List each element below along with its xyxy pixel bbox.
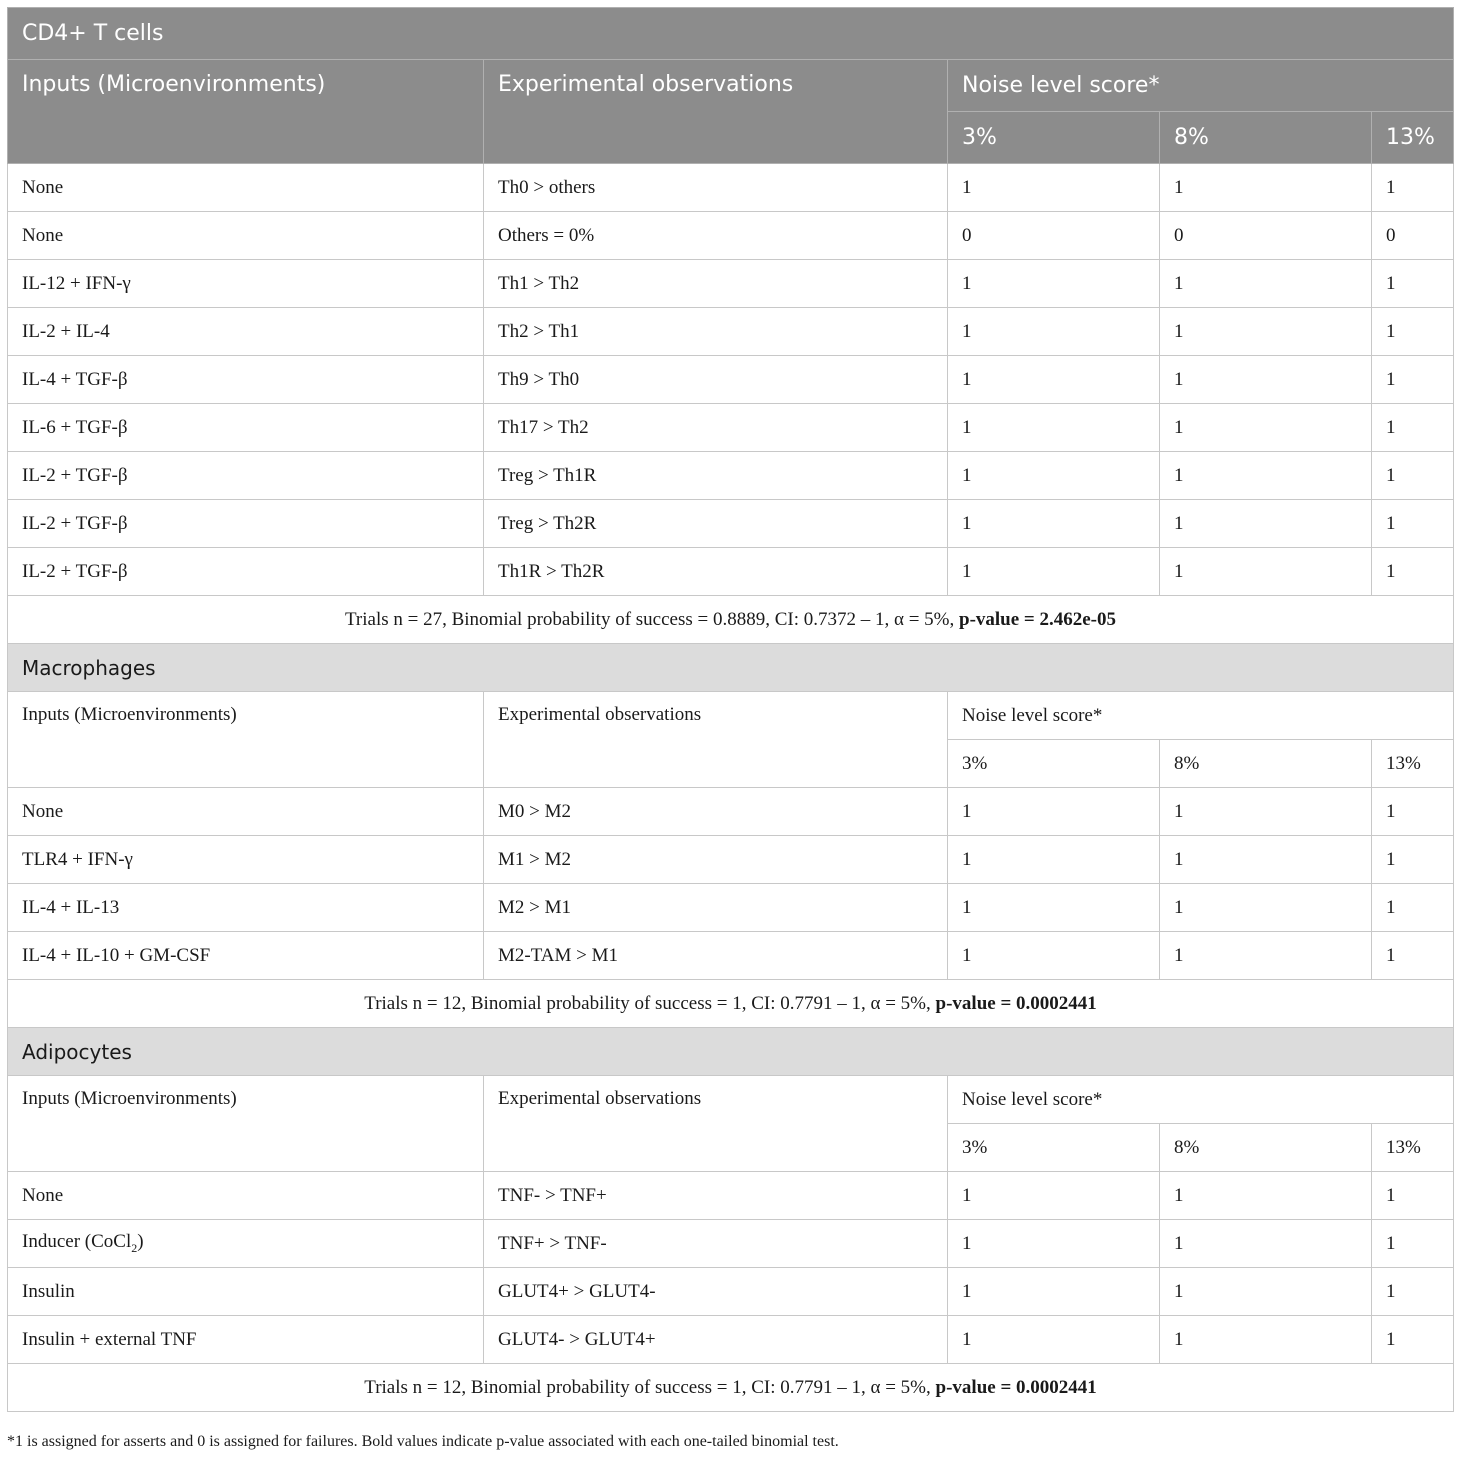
- table-row: [8, 788, 1454, 836]
- cell-score: 1: [1160, 932, 1372, 980]
- cell-score: 1: [948, 452, 1160, 500]
- cell-observation: Th1R > Th2R: [484, 548, 948, 596]
- cell-observation: GLUT4+ > GLUT4-: [484, 1268, 948, 1316]
- header-noise: Noise level score*: [948, 60, 1454, 112]
- cell-input-tail: ): [137, 1231, 144, 1253]
- section-title: CD4+ T cells: [8, 8, 1454, 60]
- summary-text: Trials n = 12, Binomial probability of success = 1, CI: 0.7791 – 1, α = 5%,: [364, 992, 936, 1014]
- header-level-8: 8%: [1160, 740, 1372, 788]
- cell-observation: Th9 > Th0: [484, 356, 948, 404]
- cell-input: IL-2 + TGF-β: [8, 548, 484, 596]
- cell-score: 1: [1160, 164, 1372, 212]
- header-inputs: Inputs (Microenvironments): [8, 1076, 484, 1172]
- cell-observation: M0 > M2: [484, 788, 948, 836]
- cell-score: 1: [1372, 1220, 1454, 1268]
- table-row: [8, 1268, 1454, 1316]
- table-row: [8, 1220, 1454, 1268]
- cell-score: 1: [1372, 1268, 1454, 1316]
- cell-score: 1: [1372, 548, 1454, 596]
- cell-score: 1: [948, 932, 1160, 980]
- summary-cell: [8, 980, 1454, 1028]
- header-level-13: 13%: [1372, 740, 1454, 788]
- cell-score: 1: [948, 356, 1160, 404]
- cell-input: IL-2 + TGF-β: [8, 452, 484, 500]
- table-row: [8, 404, 1454, 452]
- cell-score: 1: [1372, 452, 1454, 500]
- cell-score: 1: [1160, 836, 1372, 884]
- cell-observation: Th0 > others: [484, 164, 948, 212]
- header-level-3: 3%: [948, 740, 1160, 788]
- table-row: [8, 452, 1454, 500]
- cell-input: Insulin + external TNF: [8, 1316, 484, 1364]
- header-observations: Experimental observations: [484, 692, 948, 788]
- cell-observation: TNF- > TNF+: [484, 1172, 948, 1220]
- cell-input: IL-2 + IL-4: [8, 308, 484, 356]
- cell-score: 1: [948, 1268, 1160, 1316]
- cell-score: 1: [948, 500, 1160, 548]
- cell-observation: M2 > M1: [484, 884, 948, 932]
- cell-score: 1: [1372, 788, 1454, 836]
- cell-input: IL-2 + TGF-β: [8, 500, 484, 548]
- summary-row: [8, 1364, 1454, 1412]
- table-row: [8, 212, 1454, 260]
- summary-text: Trials n = 12, Binomial probability of success = 1, CI: 0.7791 – 1, α = 5%,: [364, 1376, 936, 1398]
- cell-input: IL-4 + TGF-β: [8, 356, 484, 404]
- section-title: Adipocytes: [8, 1028, 1454, 1076]
- table-row: [8, 356, 1454, 404]
- cell-score: 1: [1372, 308, 1454, 356]
- header-level-3: 3%: [948, 1124, 1160, 1172]
- section-title-row: [8, 1028, 1454, 1076]
- header-observations: Experimental observations: [484, 60, 948, 164]
- cell-observation: TNF+ > TNF-: [484, 1220, 948, 1268]
- cell-score: 1: [1372, 356, 1454, 404]
- cell-score: 0: [948, 212, 1160, 260]
- cell-score: 1: [948, 788, 1160, 836]
- table-row: [8, 260, 1454, 308]
- cell-score: 1: [1160, 452, 1372, 500]
- header-row: [8, 692, 1454, 740]
- cell-score: 1: [1372, 884, 1454, 932]
- cell-score: 1: [1372, 1316, 1454, 1364]
- cell-score: 1: [948, 1316, 1160, 1364]
- cell-observation: Th1 > Th2: [484, 260, 948, 308]
- cell-score: 1: [1160, 1220, 1372, 1268]
- header-inputs: Inputs (Microenvironments): [8, 60, 484, 164]
- table-row: [8, 548, 1454, 596]
- cell-score: 1: [1372, 1172, 1454, 1220]
- cell-observation: Treg > Th1R: [484, 452, 948, 500]
- cell-observation: GLUT4- > GLUT4+: [484, 1316, 948, 1364]
- cell-score: 1: [948, 884, 1160, 932]
- cell-score: 1: [948, 308, 1160, 356]
- table-row: [8, 500, 1454, 548]
- cell-input-subscript: 2: [131, 1240, 138, 1255]
- summary-cell: [8, 1364, 1454, 1412]
- header-row: [8, 1076, 1454, 1124]
- p-value: p-value = 2.462e-05: [959, 608, 1117, 630]
- cell-score: 1: [1160, 1316, 1372, 1364]
- cell-score: 1: [1372, 932, 1454, 980]
- header-level-8: 8%: [1160, 1124, 1372, 1172]
- cell-score: 1: [1372, 836, 1454, 884]
- cell-input: None: [8, 788, 484, 836]
- cell-input: IL-12 + IFN-γ: [8, 260, 484, 308]
- header-observations: Experimental observations: [484, 1076, 948, 1172]
- cell-score: 1: [1160, 356, 1372, 404]
- cell-observation: Th2 > Th1: [484, 308, 948, 356]
- cell-score: 1: [948, 836, 1160, 884]
- cell-score: 1: [1160, 500, 1372, 548]
- cell-score: 1: [1160, 1268, 1372, 1316]
- cell-score: 1: [1372, 404, 1454, 452]
- cell-input-text: Inducer (CoCl: [22, 1231, 132, 1253]
- results-table: [7, 7, 1454, 1412]
- cell-score: 1: [1372, 164, 1454, 212]
- summary-cell: [8, 596, 1454, 644]
- cell-score: 1: [948, 1172, 1160, 1220]
- cell-score: 1: [1160, 884, 1372, 932]
- cell-observation: Others = 0%: [484, 212, 948, 260]
- header-noise: Noise level score*: [948, 692, 1454, 740]
- section-title-row: [8, 644, 1454, 692]
- cell-input: IL-6 + TGF-β: [8, 404, 484, 452]
- results-table-container: [7, 7, 1453, 1412]
- cell-input: Insulin: [8, 1268, 484, 1316]
- cell-input: None: [8, 212, 484, 260]
- table-row: [8, 1316, 1454, 1364]
- section-title-row: [8, 8, 1454, 60]
- table-row: [8, 836, 1454, 884]
- table-row: [8, 932, 1454, 980]
- header-level-8: 8%: [1160, 112, 1372, 164]
- header-noise: Noise level score*: [948, 1076, 1454, 1124]
- cell-input: [8, 1220, 484, 1268]
- p-value: p-value = 0.0002441: [935, 1376, 1097, 1398]
- cell-score: 1: [1160, 548, 1372, 596]
- header-row: [8, 60, 1454, 112]
- header-level-13: 13%: [1372, 1124, 1454, 1172]
- header-inputs: Inputs (Microenvironments): [8, 692, 484, 788]
- table-footnote: *1 is assigned for asserts and 0 is assigned for failures. Bold values indicate p-value associated with each one-tailed binomial test.: [7, 1433, 839, 1450]
- cell-score: 0: [1372, 212, 1454, 260]
- cell-observation: Treg > Th2R: [484, 500, 948, 548]
- table-row: [8, 1172, 1454, 1220]
- cell-score: 1: [1372, 260, 1454, 308]
- cell-input: IL-4 + IL-10 + GM-CSF: [8, 932, 484, 980]
- summary-row: [8, 980, 1454, 1028]
- cell-score: 1: [1160, 788, 1372, 836]
- header-level-13: 13%: [1372, 112, 1454, 164]
- cell-score: 1: [1160, 1172, 1372, 1220]
- cell-score: 1: [1372, 500, 1454, 548]
- cell-score: 1: [1160, 404, 1372, 452]
- cell-observation: Th17 > Th2: [484, 404, 948, 452]
- cell-input: IL-4 + IL-13: [8, 884, 484, 932]
- cell-score: 1: [948, 404, 1160, 452]
- cell-observation: M2-TAM > M1: [484, 932, 948, 980]
- cell-score: 1: [948, 164, 1160, 212]
- cell-input: None: [8, 164, 484, 212]
- p-value: p-value = 0.0002441: [935, 992, 1097, 1014]
- cell-score: 1: [1160, 308, 1372, 356]
- summary-row: [8, 596, 1454, 644]
- cell-input: TLR4 + IFN-γ: [8, 836, 484, 884]
- cell-score: 0: [1160, 212, 1372, 260]
- section-title: Macrophages: [8, 644, 1454, 692]
- summary-text: Trials n = 27, Binomial probability of success = 0.8889, CI: 0.7372 – 1, α = 5%,: [344, 608, 959, 630]
- table-row: [8, 308, 1454, 356]
- table-row: [8, 884, 1454, 932]
- cell-score: 1: [948, 260, 1160, 308]
- cell-score: 1: [1160, 260, 1372, 308]
- cell-score: 1: [948, 1220, 1160, 1268]
- table-row: [8, 164, 1454, 212]
- cell-observation: M1 > M2: [484, 836, 948, 884]
- cell-score: 1: [948, 548, 1160, 596]
- header-level-3: 3%: [948, 112, 1160, 164]
- cell-input: None: [8, 1172, 484, 1220]
